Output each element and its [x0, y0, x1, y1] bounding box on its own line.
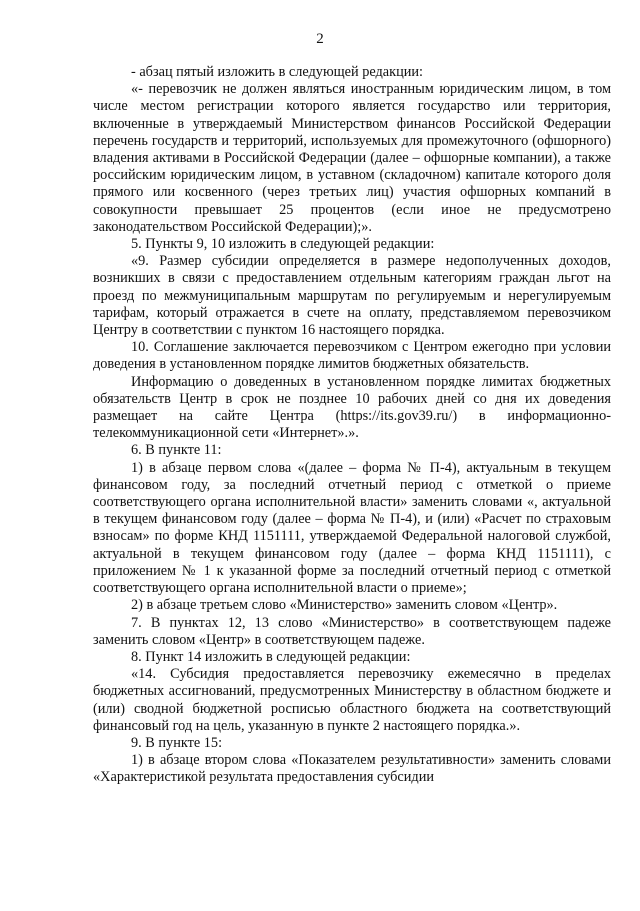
paragraph: 7. В пунктах 12, 13 слово «Министерство» в соответствующем падеже заменить словом «Центр» в соответствующем падеже.: [93, 614, 611, 648]
document-body: [93, 64, 611, 787]
paragraph: 6. В пункте 11:: [131, 442, 222, 459]
paragraph: Информацию о доведенных в установленном порядке лимитах бюджетных обязательств Центр в срок не позднее 10 рабочих дней со дня их доведения размещает на сайте Центра (https://its.gov39.ru/) в информационно-телекоммуникационной сети «Интернет».».: [93, 373, 611, 442]
paragraph: «- перевозчик не должен являться иностранным юридическим лицом, в том числе местом регистрации которого является государство или территория, включенные в утверждаемый Министерством финансов Российской Федерации перечень государств и территорий, используемых для промежуточного (офшорного) владения активами в Российской Федерации (далее – офшорные компании), а также российским юридическим лицом, в уставном (складочном) капитале которого доля прямого или косвенного (через третьих лиц) участия офшорных компаний в совокупности превышает 25 процентов (если иное не предусмотрено законодательством Российской Федерации);».: [93, 81, 611, 235]
paragraph: «14. Субсидия предоставляется перевозчику ежемесячно в пределах бюджетных ассигнований, предусмотренных Министерству в областном бюджете и (или) сводной бюджетной росписью областного бюджета на соответствующий финансовый год на цель, указанную в пункте 2 настоящего порядка.».: [93, 666, 611, 734]
paragraph: - абзац пятый изложить в следующей редакции:: [131, 64, 424, 80]
paragraph: «9. Размер субсидии определяется в размере недополученных доходов, возникших в связи с предоставлением отдельным категориям граждан льгот на проезд по межмуниципальным маршрутам по регулируемым и нерегулируемым тарифам, который отражается в счете на оплату, представляемом перевозчиком Центру в соответствии с пунктом 16 настоящего порядка.: [93, 253, 611, 339]
paragraph: 9. В пункте 15:: [131, 734, 223, 751]
paragraph: 1) в абзаце первом слова «(далее – форма № П-4), актуальным в текущем финансовом году, за последний отчетный период с отметкой о приеме соответствующего органа исполнительной власти» заменить словами «, актуальной в текущем финансовом году (далее – форма № П-4), и (или) «Расчет по страховым взносам» по форме КНД 1151111, утверждаемой Федеральной налоговой службой, актуальной в текущем финансовом году (далее – форма КНД 1151111), с приложением № 1 к указанной форме за последний отчетный период с отметкой соответствующего органа исполнительной власти о приеме»;: [93, 459, 611, 597]
paragraph: 8. Пункт 14 изложить в следующей редакции:: [131, 648, 411, 665]
page-number: 2: [316, 31, 324, 47]
paragraph: 5. Пункты 9, 10 изложить в следующей редакции:: [131, 236, 435, 253]
paragraph: 1) в абзаце втором слова «Показателем результативности» заменить словами «Характеристикой результата предоставления субсидии: [93, 752, 611, 786]
paragraph: 10. Соглашение заключается перевозчиком с Центром ежегодно при условии доведения в установленном порядке лимитов бюджетных обязательств.: [93, 339, 611, 373]
paragraph: 2) в абзаце третьем слово «Министерство» заменить словом «Центр».: [131, 597, 558, 614]
